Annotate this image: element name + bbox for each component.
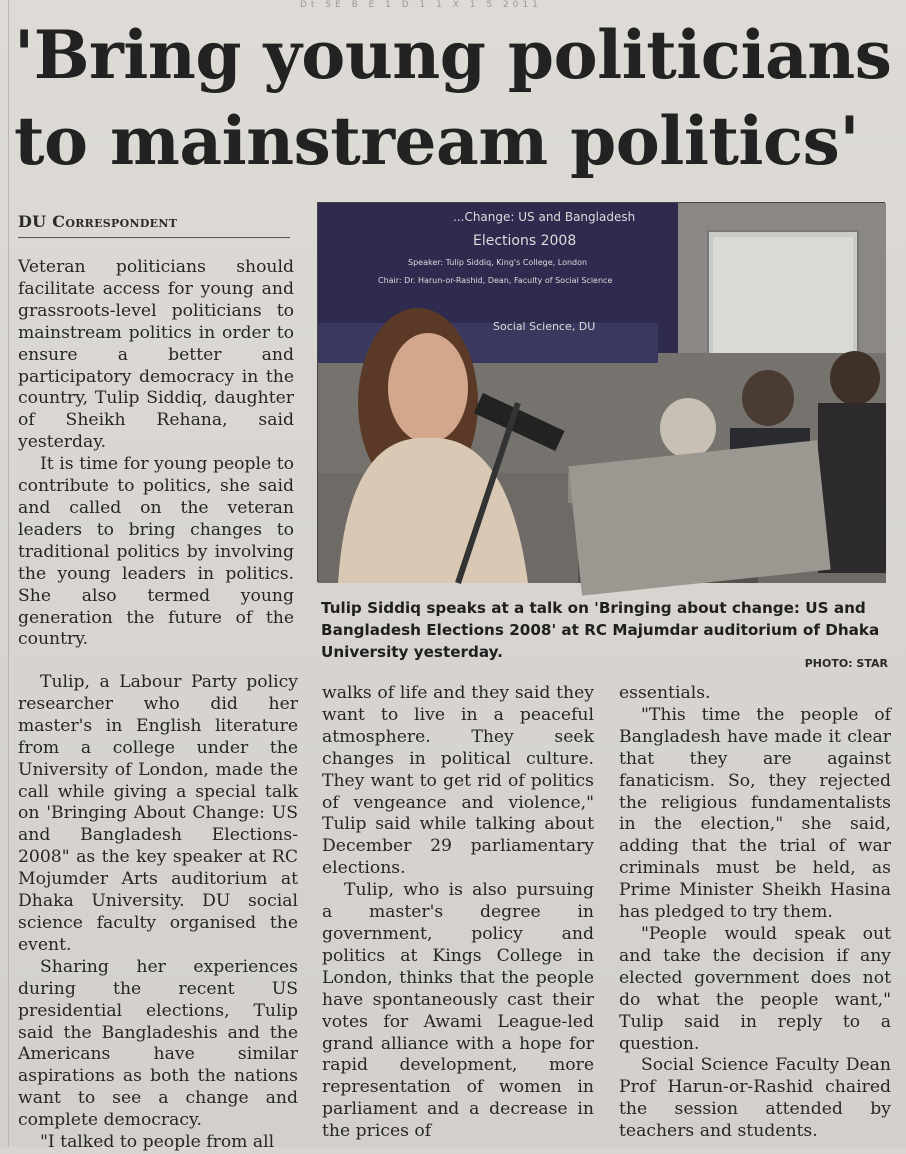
paragraph: Social Science Faculty Dean Prof Harun-or-Rashid chaired the session attended by teachers and students.: [619, 1055, 891, 1142]
headline: [14, 12, 904, 184]
banner-text-3: Speaker: Tulip Siddiq, King's College, London: [408, 258, 588, 267]
photo-credit: PHOTO: STAR: [804, 657, 888, 670]
column-rule: [8, 0, 9, 1147]
photo-illustration: [318, 203, 886, 583]
banner-text-5: Social Science, DU: [493, 320, 596, 333]
article-column-1b: [18, 672, 298, 1153]
article-column-2: [322, 683, 594, 1143]
paragraph: Veteran politicians should facilitate access for young and grassroots-level politicians to mainstream politics in order to ensure a better and participatory democracy in the country, Tulip Siddiq, daughter of Sheikh Rehana, said yesterday.: [18, 257, 294, 453]
article-column-3: [619, 683, 891, 1143]
paragraph: "I talked to people from all: [40, 1132, 275, 1153]
article-column-1a: [18, 257, 294, 672]
headline-line-1: 'Bring young politicians: [14, 16, 892, 94]
paragraph: "This time the people of Bangladesh have made it clear that they are against fanaticism. So, they rejected the religious fundamentalists in the election," she said, adding that the trial of war criminals must be held, as Prime Minister Sheikh Hasina has pledged to try them.: [619, 704, 891, 923]
banner-text-2: Elections 2008: [473, 233, 577, 249]
photo-caption: Tulip Siddiq speaks at a talk on 'Bringing about change: US and Bangladesh Elections 2008' at RC Majumdar auditorium of Dhaka University yesterday.: [321, 599, 880, 661]
masthead-strip: Dt SE B E 1 D 1 1 X 1 5 2011: [300, 0, 542, 10]
paragraph: essentials.: [619, 683, 711, 703]
paragraph: "People would speak out and take the decision if any elected government does not do what the people want," Tulip said in reply to a question.: [619, 923, 891, 1054]
headline-line-2: to mainstream politics': [14, 102, 860, 180]
paragraph: Tulip, a Labour Party policy researcher who did her master's in English literature from a college under the University of London, made the call while giving a special talk on 'Bringing About Change: US and Bangladesh Elections-2008" as the key speaker at RC Mojumder Arts auditorium at Dhaka University. DU social science faculty organised the event.: [18, 672, 298, 955]
paragraph: It is time for young people to contribute to politics, she said and called on the veteran leaders to bring changes to traditional politics by involving the young leaders in politics. She also termed young generation the future of the country.: [18, 454, 294, 650]
news-photo: [317, 202, 885, 582]
paragraph: Sharing her experiences during the recent US presidential elections, Tulip said the Bangladeshis and the Americans have similar aspirations as both the nations want to see a change and complete democracy.: [18, 956, 298, 1131]
paragraph: walks of life and they said they want to live in a peaceful atmosphere. They seek changes in political culture. They want to get rid of politics of vengeance and violence," Tulip said while talking about December 29 parliamentary elections.: [322, 683, 594, 879]
banner-text-1: ...Change: US and Bangladesh: [453, 210, 636, 224]
byline: DU Correspondent: [18, 212, 290, 238]
paragraph: Tulip, who is also pursuing a master's degree in government, policy and politics at Kings College in London, thinks that the people have spontaneously cast their votes for Awami League-led grand alliance with a hope for rapid development, more representation of women in parliament and a decrease in the prices of: [322, 880, 594, 1142]
banner-text-4: Chair: Dr. Harun-or-Rashid, Dean, Faculty of Social Science: [378, 276, 613, 285]
